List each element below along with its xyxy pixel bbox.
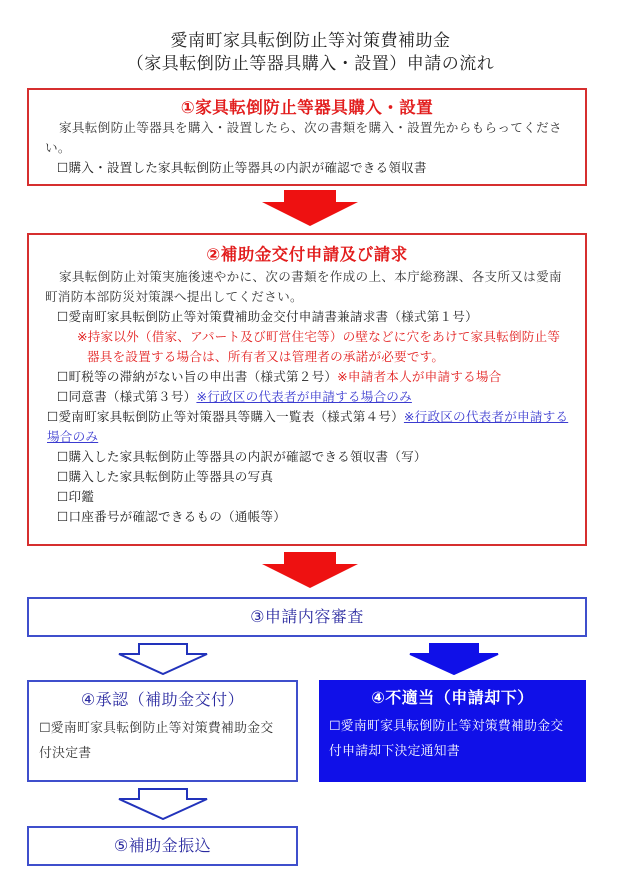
- item-note-link[interactable]: ※行政区の代表者が申請する場合のみ: [47, 409, 569, 444]
- page-subtitle: （家具転倒防止等器具購入・設置）申請の流れ: [126, 54, 495, 74]
- step1-text: 家具転倒防止等器具を購入・設置したら、次の書類を購入・設置先からもらってください。: [45, 120, 562, 155]
- step2-item-consent: [29, 387, 585, 407]
- down-arrow-outline-icon: [117, 788, 209, 820]
- step5-box: [27, 826, 298, 866]
- down-arrow-icon: [262, 190, 358, 226]
- step2-item-tax: [29, 367, 585, 387]
- step1-box: [27, 88, 587, 186]
- step1-heading: ①家具転倒防止等器具購入・設置: [180, 98, 434, 117]
- step2-heading: ②補助金交付申請及び請求: [206, 245, 408, 264]
- step2-item-seal: ☐印鑑: [57, 489, 95, 504]
- step4-approval-heading: ④承認（補助金交付）: [80, 690, 245, 709]
- step3-box: [27, 597, 587, 637]
- item-text: ☐同意書（様式第３号）: [57, 389, 197, 404]
- step2-item-application: ☐愛南町家具転倒防止等対策費補助金交付申請書兼請求書（様式第１号）: [57, 309, 478, 324]
- step1-item-receipt: ☐購入・設置した家具転倒防止等器具の内訳が確認できる領収書: [57, 160, 427, 175]
- step4-rejection-heading: ④不適当（申請却下）: [371, 688, 534, 707]
- step3-heading: ③申請内容審査: [250, 607, 364, 626]
- step4-rejection-box: [319, 680, 586, 782]
- item-note-link[interactable]: ※行政区の代表者が申請する場合のみ: [196, 389, 412, 404]
- item-text: ☐愛南町家具転倒防止等対策器具等購入一覧表（様式第４号）: [47, 409, 404, 424]
- step2-item-photo: ☐購入した家具転倒防止等器具の写真: [57, 469, 274, 484]
- step4-approval-text: ☐愛南町家具転倒防止等対策費補助金交付決定書: [39, 721, 274, 761]
- step5-heading: ⑤補助金振込: [113, 836, 212, 855]
- step2-item-list: [29, 407, 585, 447]
- step2-box: [27, 233, 587, 546]
- item-text: ☐町税等の滞納がない旨の申出書（様式第２号）: [57, 369, 338, 384]
- down-arrow-outline-icon: [117, 643, 209, 675]
- down-arrow-icon: [262, 552, 358, 588]
- step2-warning: ※持家以外（借家、アパート及び町営住宅等）の壁などに穴をあけて家具転倒防止等器具を設置する場合は、所有者又は管理者の承諾が必要です。: [77, 329, 561, 364]
- step4-rejection-text: ☐愛南町家具転倒防止等対策費補助金交付申請却下決定通知書: [329, 719, 564, 759]
- item-note: ※申請者本人が申請する場合: [337, 369, 502, 384]
- down-arrow-filled-icon: [408, 643, 500, 675]
- step4-approval-box: [27, 680, 298, 782]
- step2-text: 家具転倒防止対策実施後速やかに、次の書類を作成の上、本庁総務課、各支所又は愛南町消防本部防災対策課へ提出してください。: [45, 269, 562, 304]
- page-title: 愛南町家具転倒防止等対策費補助金: [170, 31, 451, 51]
- step2-item-receipt-copy: ☐購入した家具転倒防止等器具の内訳が確認できる領収書（写）: [57, 449, 427, 464]
- step2-item-account: ☐口座番号が確認できるもの（通帳等）: [57, 509, 286, 524]
